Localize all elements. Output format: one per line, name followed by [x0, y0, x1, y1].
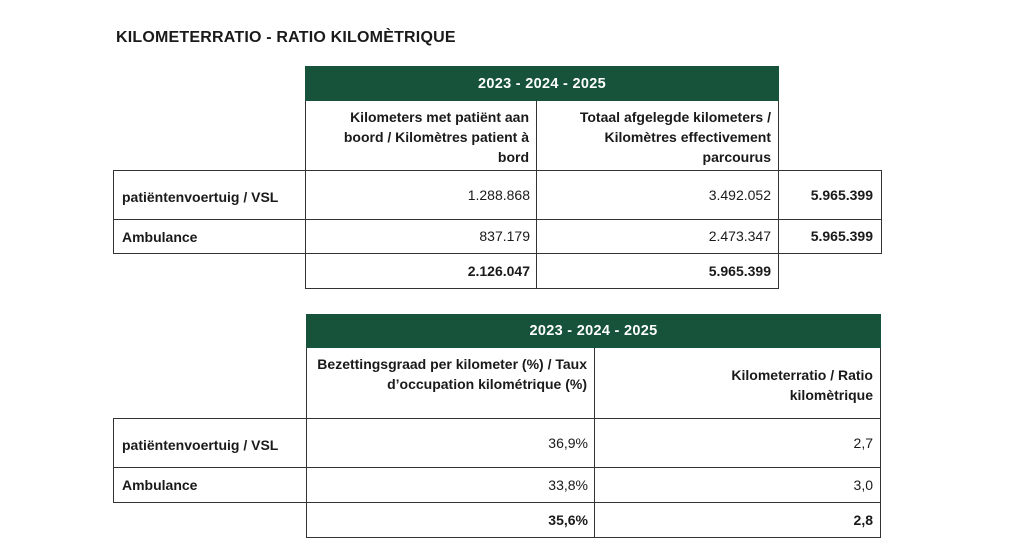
table1-cell: 3.492.052 [536, 170, 779, 220]
table2-row-label: patiëntenvoertuig / VSL [113, 418, 307, 468]
table1-cell: 2.473.347 [536, 219, 779, 254]
table2-col1-header: Bezettingsgraad per kilometer (%) / Taux d’occupation kilométrique (%) [306, 348, 595, 418]
table2-row-label: Ambulance [113, 467, 307, 503]
table2-period-header: 2023 - 2024 - 2025 [306, 314, 881, 348]
table2-col2-header: Kilometerratio / Ratio kilomètrique [594, 348, 881, 418]
page-title: KILOMETERRATIO - RATIO KILOMÈTRIQUE [116, 29, 456, 46]
table2-total: 2,8 [594, 502, 881, 538]
table1-cell: 1.288.868 [305, 170, 537, 220]
table2-cell: 2,7 [594, 418, 881, 468]
table1-period-header: 2023 - 2024 - 2025 [305, 66, 779, 101]
table1-total: 5.965.399 [536, 253, 779, 289]
table1-col2-header: Totaal afgelegde kilometers / Kilomètres effectivement parcourus [536, 101, 779, 170]
table2-cell: 3,0 [594, 467, 881, 503]
table1-cell: 837.179 [305, 219, 537, 254]
table1-col1-header: Kilometers met patiënt aan boord / Kilomètres patient à bord [305, 101, 537, 170]
table2-cell: 33,8% [306, 467, 595, 503]
table1-row-label: Ambulance [113, 219, 306, 254]
table1-total: 2.126.047 [305, 253, 537, 289]
table1-row-label: patiëntenvoertuig / VSL [113, 170, 306, 220]
table2-total: 35,6% [306, 502, 595, 538]
table1-row-extra: 5.965.399 [778, 219, 882, 254]
table2-cell: 36,9% [306, 418, 595, 468]
table1-row-extra: 5.965.399 [778, 170, 882, 220]
